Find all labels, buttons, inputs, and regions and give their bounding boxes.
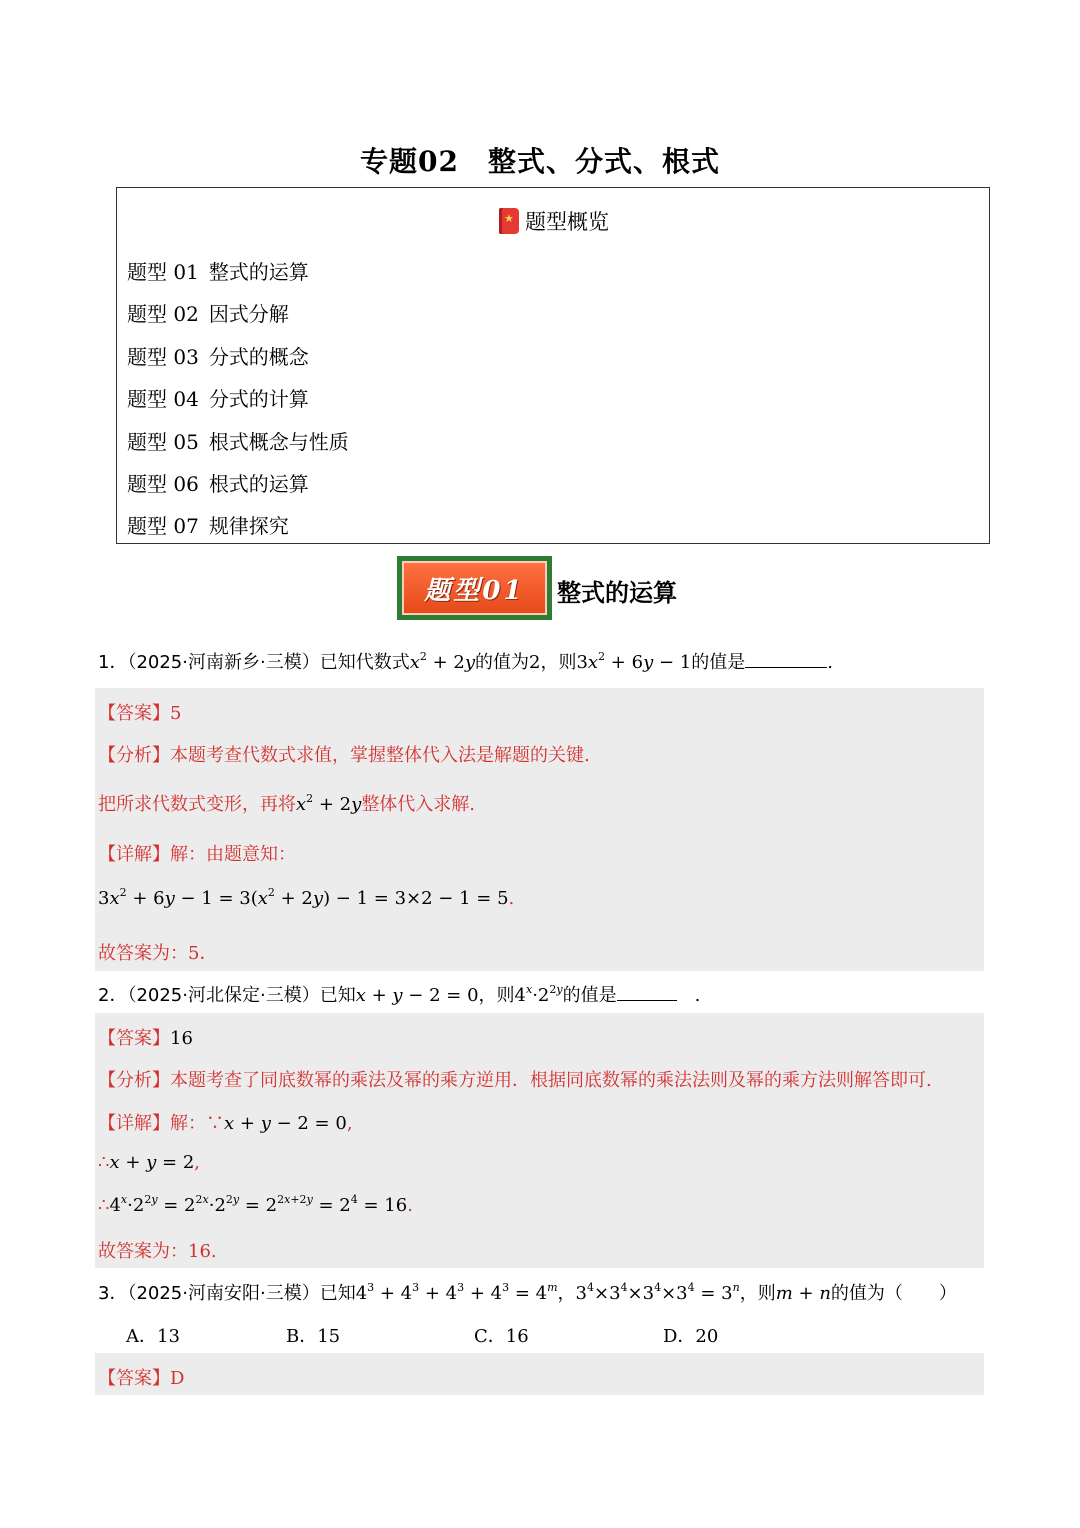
detail-line: 【详解】解：由题意知： [98, 844, 296, 865]
question-2: 2．（2025·河北保定·三模）已知x + y − 2 = 0，则$4^x\cdot 2^{2y}$的值是 . [98, 983, 701, 1006]
section-title: 整式的运算 [557, 578, 677, 607]
analysis-line-2: 把所求代数式变形，再将$x^2 + 2y$整体代入求解. [98, 792, 476, 815]
choice-a[interactable]: A．13 [126, 1326, 180, 1347]
analysis-line: 【分析】本题考查代数式求值，掌握整体代入法是解题的关键. [98, 745, 590, 766]
overview-item[interactable]: 题型 01 整式的运算 [127, 260, 309, 284]
question-1: 1．（2025·河南新乡·三模）已知代数式$x^2 + 2y$的值为2，则$3x^2 + 6y - 1$的值是 . [98, 650, 833, 673]
answer-line: 【答案】5 [98, 703, 182, 724]
overview-item[interactable]: 题型 05 根式概念与性质 [127, 430, 349, 454]
section-badge: 题型01 [397, 556, 552, 620]
overview-item[interactable]: 题型 04 分式的计算 [127, 387, 309, 411]
overview-box [116, 187, 990, 544]
answer-line: 【答案】D [98, 1368, 185, 1389]
answer-blank[interactable] [745, 651, 827, 668]
answer-box-1 [95, 688, 984, 971]
step-line: ∴x + y = 2, [98, 1152, 201, 1173]
conclusion-line: 故答案为：16. [98, 1241, 217, 1262]
answer-box-2 [95, 1013, 984, 1268]
answer-blank[interactable] [617, 984, 677, 1001]
conclusion-line: 故答案为：5． [98, 943, 218, 964]
question-3: 3．（2025·河南安阳·三模）已知$4^3 + 4^3 + 4^3 + 4^3 = 4^m$，$3^4\times 3^4\times 3^4\times 3^4 = 3^n$，则m + n的值为（ ） [98, 1281, 957, 1304]
choice-c[interactable]: C．16 [474, 1326, 529, 1347]
detail-line: 【详解】解：∵x + y − 2 = 0, [98, 1113, 353, 1134]
overview-heading: ★题型概览 [117, 206, 991, 236]
answer-box-3 [95, 1353, 984, 1395]
page-title: 专题02 整式、分式、根式 [360, 145, 720, 178]
step-line: $\therefore 4^x\cdot 2^{2y} = 2^{2x}\cdot 2^{2y} = 2^{2x+2y} = 2^4 = 16$. [98, 1193, 413, 1216]
choice-d[interactable]: D．20 [663, 1326, 719, 1347]
overview-item[interactable]: 题型 02 因式分解 [127, 302, 289, 326]
overview-item[interactable]: 题型 03 分式的概念 [127, 345, 309, 369]
answer-line: 【答案】16 [98, 1028, 193, 1049]
overview-item[interactable]: 题型 07 规律探究 [127, 514, 289, 538]
analysis-line: 【分析】本题考查了同底数幂的乘法及幂的乘方逆用．根据同底数幂的乘法法则及幂的乘方法则解答即可. [98, 1070, 932, 1091]
overview-item[interactable]: 题型 06 根式的运算 [127, 472, 309, 496]
book-icon [499, 208, 519, 234]
equation-line: $3x^2 + 6y - 1 = 3(x^2 + 2y) - 1 = 3\times 2 - 1 = 5$. [98, 886, 515, 909]
choice-b[interactable]: B．15 [286, 1326, 341, 1347]
